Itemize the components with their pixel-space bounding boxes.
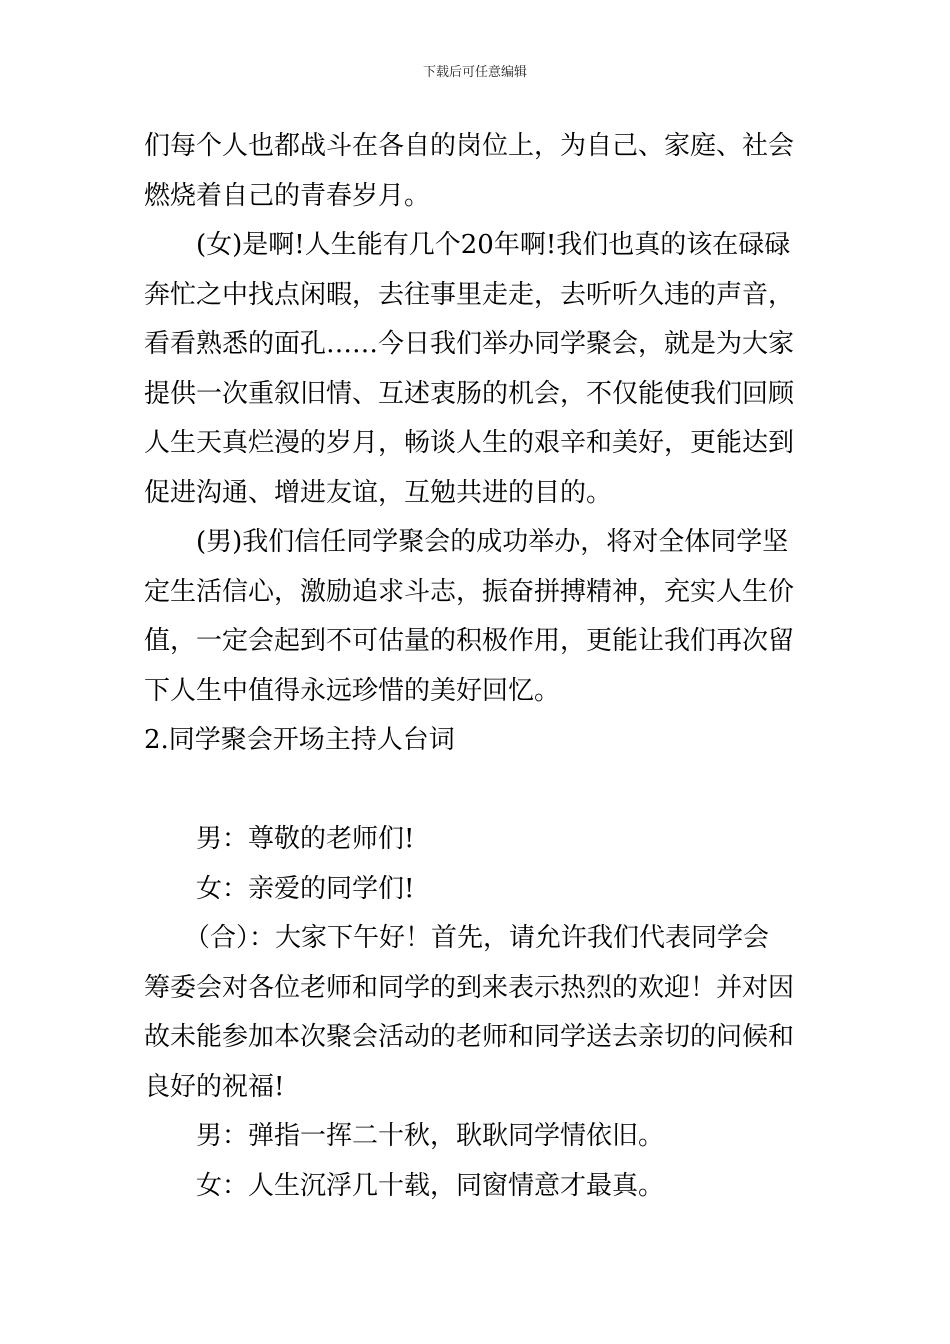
text-line: 下人生中值得永远珍惜的美好回忆。 <box>144 675 561 706</box>
text-line: 人生天真烂漫的岁月，畅谈人生的艰辛和美好，更能达到 <box>144 428 795 458</box>
text-line: 看看熟悉的面孔……今日我们举办同学聚会，就是为大家 <box>144 329 795 359</box>
text-line: 提供一次重叙旧情、互述衷肠的机会，不仅能使我们回顾 <box>144 378 795 409</box>
text-line: 奔忙之中找点闲暇，去往事里走走，去听听久违的声音， <box>144 279 795 310</box>
document-body <box>144 122 808 1211</box>
text-line: 们每个人也都战斗在各自的岗位上，为自己、家庭、社会 <box>144 131 795 161</box>
dialogue-line: 男：尊敬的老师们! <box>196 824 415 854</box>
dialogue-line: 女：人生沉浮几十载，同窗情意才最真。 <box>196 1170 665 1201</box>
page-header: 下载后可任意编辑 <box>422 65 527 80</box>
text-line: 良好的祝福! <box>144 1071 285 1102</box>
paragraph-start-line: (女)是啊!人生能有几个20年啊!我们也真的该在碌碌 <box>196 230 791 260</box>
section-heading: 2.同学聚会开场主持人台词 <box>144 725 455 755</box>
dialogue-line: 男：弹指一挥二十秋，耿耿同学情依旧。 <box>196 1121 665 1151</box>
text-line: 促进沟通、增进友谊，互勉共进的目的。 <box>144 477 613 508</box>
blank-line <box>144 766 808 816</box>
paragraph-start-line: (男)我们信任同学聚会的成功举办，将对全体同学坚 <box>196 527 789 557</box>
text-line: 故未能参加本次聚会活动的老师和同学送去亲切的问候和 <box>144 1022 795 1052</box>
text-line: 筹委会对各位老师和同学的到来表示热烈的欢迎！并对因 <box>144 972 795 1003</box>
text-line: 燃烧着自己的青春岁月。 <box>144 180 431 211</box>
text-line: 定生活信心，激励追求斗志，振奋拼搏精神，充实人生价 <box>144 576 795 607</box>
dialogue-line: 女：亲爱的同学们! <box>196 873 415 904</box>
text-line: 值，一定会起到不可估量的积极作用，更能让我们再次留 <box>144 626 795 656</box>
paragraph-start-line: （合）：大家下午好！首先，请允许我们代表同学会 <box>184 923 770 953</box>
